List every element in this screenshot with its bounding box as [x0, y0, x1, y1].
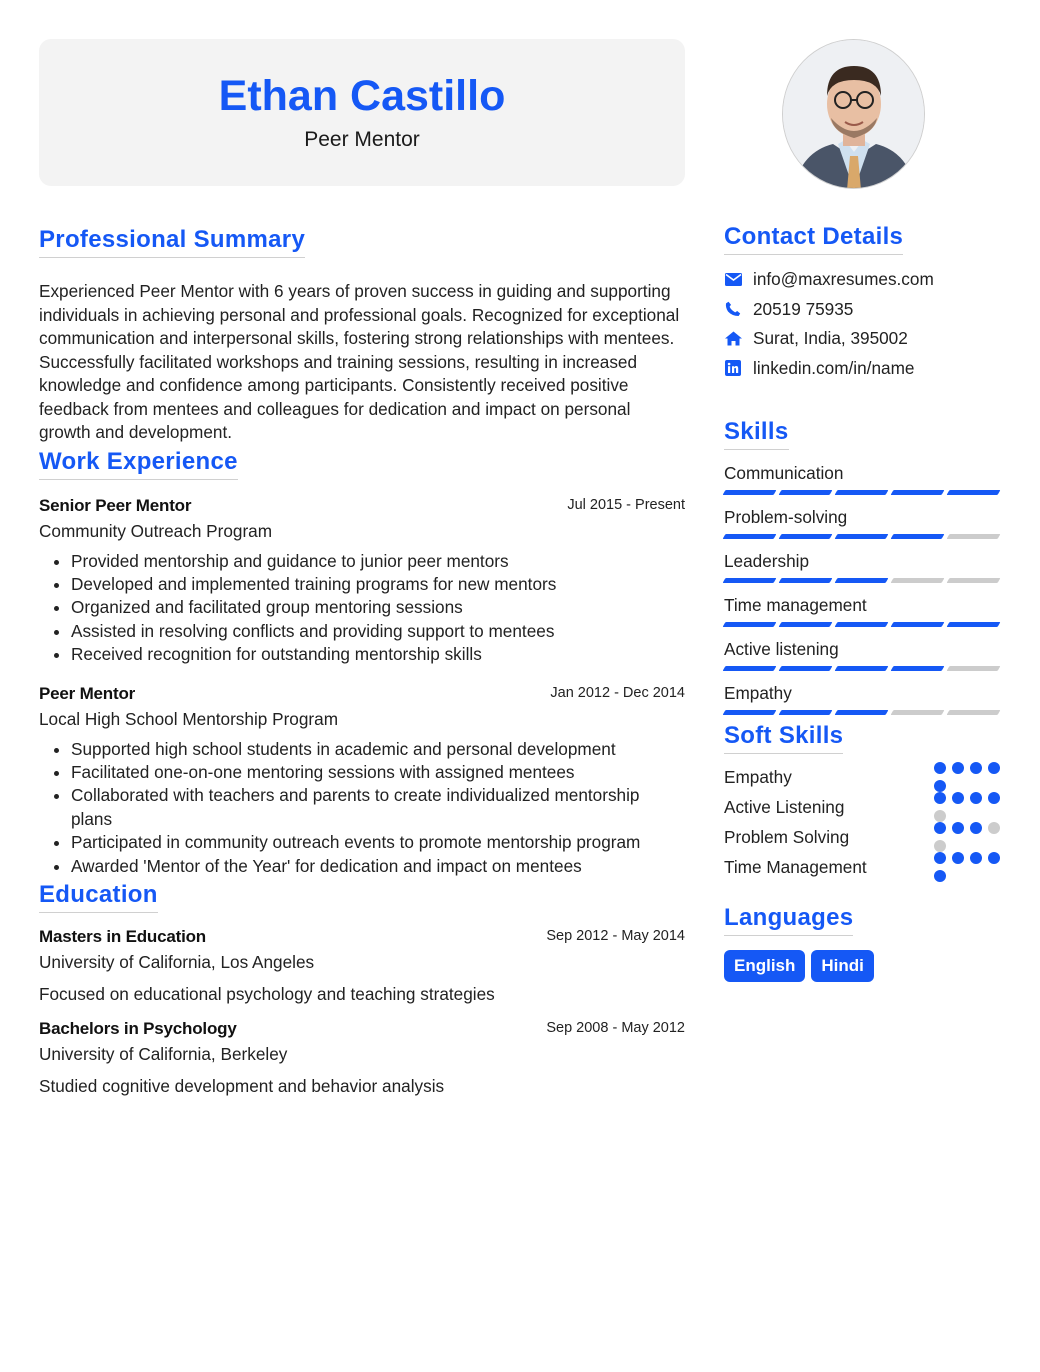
main-column	[39, 39, 685, 1097]
soft-skill-rating	[934, 822, 1004, 852]
contact-address	[724, 324, 1004, 354]
rating-dot	[952, 822, 964, 834]
rating-dot	[988, 792, 1000, 804]
skills-list	[724, 462, 1004, 715]
skill-level-bar	[724, 666, 1004, 671]
job-entry	[39, 496, 685, 667]
skill-level-segment	[947, 490, 1001, 495]
skill-name: Problem-solving	[724, 507, 848, 527]
skill-level-bar	[724, 534, 1004, 539]
contact-linkedin	[724, 354, 1004, 384]
rating-dot	[934, 852, 946, 864]
skill-level-segment	[891, 578, 945, 583]
soft-skill-item	[724, 762, 1004, 792]
resume-header	[39, 39, 685, 186]
address-text: Surat, India, 395002	[753, 328, 908, 349]
skill-level-segment	[835, 578, 889, 583]
rating-dot	[934, 792, 946, 804]
skill-level-segment	[835, 490, 889, 495]
language-badge: English	[724, 950, 805, 982]
rating-dot	[934, 840, 946, 852]
rating-dot	[934, 870, 946, 882]
skill-item	[724, 638, 1004, 671]
soft-skills-section	[724, 722, 1004, 882]
soft-skill-rating	[934, 762, 1004, 792]
skill-level-segment	[835, 666, 889, 671]
rating-dot	[970, 852, 982, 864]
education-heading: Education	[39, 881, 158, 913]
contact-section	[724, 223, 1004, 383]
sidebar-column	[724, 39, 1004, 982]
rating-dot	[952, 762, 964, 774]
skill-level-segment	[779, 578, 833, 583]
candidate-title: Peer Mentor	[304, 128, 420, 152]
bullet-item: • Facilitated one-on-one mentoring sessions with assigned mentees	[71, 761, 685, 784]
school-name: University of California, Berkeley	[39, 1043, 288, 1064]
job-date: Jan 2012 - Dec 2014	[550, 684, 685, 701]
phone-icon	[724, 300, 742, 318]
languages-heading: Languages	[724, 904, 853, 936]
skill-name: Time management	[724, 595, 867, 615]
degree-name: Bachelors in Psychology	[39, 1018, 237, 1038]
linkedin-text[interactable]: linkedin.com/in/name	[753, 357, 915, 378]
soft-skill-name: Time Management	[724, 856, 867, 877]
bullet-item: • Provided mentorship and guidance to junior peer mentors	[71, 550, 685, 573]
rating-dot	[988, 852, 1000, 864]
summary-heading: Professional Summary	[39, 226, 305, 258]
skill-level-segment	[723, 534, 777, 539]
skill-level-segment	[947, 622, 1001, 627]
languages-section	[724, 904, 1004, 982]
skill-level-segment	[891, 710, 945, 715]
skill-level-bar	[724, 622, 1004, 627]
rating-dot	[970, 822, 982, 834]
bullet-item: • Assisted in resolving conflicts and providing support to mentees	[71, 620, 685, 643]
skill-level-segment	[779, 622, 833, 627]
bullet-item: • Participated in community outreach events to promote mentorship program	[71, 831, 685, 854]
education-date: Sep 2008 - May 2012	[546, 1019, 685, 1036]
skill-level-segment	[723, 710, 777, 715]
linkedin-icon	[724, 359, 742, 377]
skill-name: Active listening	[724, 639, 839, 659]
rating-dot	[952, 792, 964, 804]
bullet-item: • Supported high school students in academic and personal development	[71, 738, 685, 761]
candidate-name: Ethan Castillo	[218, 71, 506, 120]
rating-dot	[970, 792, 982, 804]
skill-level-bar	[724, 710, 1004, 715]
skill-level-segment	[835, 534, 889, 539]
experience-heading: Work Experience	[39, 448, 238, 480]
rating-dot	[952, 852, 964, 864]
soft-skills-list	[724, 762, 1004, 882]
job-entry	[39, 684, 685, 878]
soft-skill-item	[724, 792, 1004, 822]
skill-item	[724, 462, 1004, 495]
skill-level-bar	[724, 578, 1004, 583]
job-organization: Local High School Mentorship Program	[39, 708, 339, 729]
soft-skill-item	[724, 822, 1004, 852]
languages-list	[724, 950, 1004, 982]
skill-level-segment	[835, 622, 889, 627]
education-date: Sep 2012 - May 2014	[546, 927, 685, 944]
skill-item	[724, 550, 1004, 583]
job-organization: Community Outreach Program	[39, 520, 273, 541]
skill-level-segment	[723, 578, 777, 583]
contact-phone	[724, 295, 1004, 325]
education-entry	[39, 927, 685, 1005]
skill-level-segment	[891, 490, 945, 495]
skill-level-segment	[779, 666, 833, 671]
language-badge: Hindi	[811, 950, 874, 982]
education-description: Studied cognitive development and behavior analysis	[39, 1075, 445, 1096]
skill-level-bar	[724, 490, 1004, 495]
job-role: Peer Mentor	[39, 683, 136, 703]
skill-level-segment	[891, 666, 945, 671]
envelope-icon	[724, 271, 742, 289]
skill-name: Empathy	[724, 683, 792, 703]
soft-skill-name: Active Listening	[724, 796, 845, 817]
skill-name: Leadership	[724, 551, 810, 571]
rating-dot	[934, 780, 946, 792]
phone-text[interactable]: 20519 75935	[753, 298, 854, 319]
soft-skill-item	[724, 852, 1004, 882]
rating-dot	[934, 762, 946, 774]
home-icon	[724, 330, 742, 348]
skill-level-segment	[891, 622, 945, 627]
skills-section	[724, 418, 1004, 715]
skills-heading: Skills	[724, 418, 789, 450]
skill-level-segment	[891, 534, 945, 539]
education-section	[39, 881, 685, 1097]
email-text[interactable]: info@maxresumes.com	[753, 269, 934, 290]
skill-level-segment	[723, 666, 777, 671]
experience-section	[39, 448, 685, 878]
soft-skill-name: Empathy	[724, 766, 792, 787]
job-role: Senior Peer Mentor	[39, 495, 192, 515]
rating-dot	[988, 762, 1000, 774]
school-name: University of California, Los Angeles	[39, 951, 315, 972]
bullet-item: • Organized and facilitated group mentoring sessions	[71, 596, 685, 619]
skill-level-segment	[947, 666, 1001, 671]
job-bullets	[39, 738, 685, 878]
skill-level-segment	[779, 490, 833, 495]
soft-skill-rating	[934, 852, 1004, 882]
rating-dot	[988, 822, 1000, 834]
contact-heading: Contact Details	[724, 223, 903, 255]
summary-section	[39, 226, 685, 445]
soft-skills-heading: Soft Skills	[724, 722, 843, 754]
soft-skill-rating	[934, 792, 1004, 822]
summary-text: Experienced Peer Mentor with 6 years of proven success in guiding and supporting individuals in achieving personal and professional goals. Recognized for exceptional communication and interpersonal skills, fostering strong relationships with mentees. Successfully facilitated workshops and training sessions, resulting in increased knowledge and confidence among participants. Consistently received positive feedback from mentees and colleagues for dedication and impact on personal growth and development.	[39, 281, 680, 442]
skill-level-segment	[723, 622, 777, 627]
bullet-item: • Received recognition for outstanding mentorship skills	[71, 643, 685, 666]
skill-item	[724, 594, 1004, 627]
bullet-item: • Collaborated with teachers and parents to create individualized mentorship plans	[71, 784, 685, 831]
skill-level-segment	[947, 710, 1001, 715]
rating-dot	[970, 762, 982, 774]
rating-dot	[934, 822, 946, 834]
degree-name: Masters in Education	[39, 926, 206, 946]
skill-name: Communication	[724, 463, 844, 483]
skill-level-segment	[779, 534, 833, 539]
skill-item	[724, 682, 1004, 715]
bullet-item: • Awarded 'Mentor of the Year' for dedication and impact on mentees	[71, 855, 685, 878]
rating-dot	[934, 810, 946, 822]
bullet-item: • Developed and implemented training programs for new mentors	[71, 573, 685, 596]
skill-level-segment	[947, 578, 1001, 583]
job-date: Jul 2015 - Present	[567, 496, 685, 513]
skill-level-segment	[947, 534, 1001, 539]
skill-item	[724, 506, 1004, 539]
job-bullets	[39, 550, 685, 667]
skill-level-segment	[835, 710, 889, 715]
contact-email	[724, 265, 1004, 295]
education-description: Focused on educational psychology and teaching strategies	[39, 983, 495, 1004]
skill-level-segment	[779, 710, 833, 715]
skill-level-segment	[723, 490, 777, 495]
soft-skill-name: Problem Solving	[724, 826, 850, 847]
education-entry	[39, 1019, 685, 1097]
